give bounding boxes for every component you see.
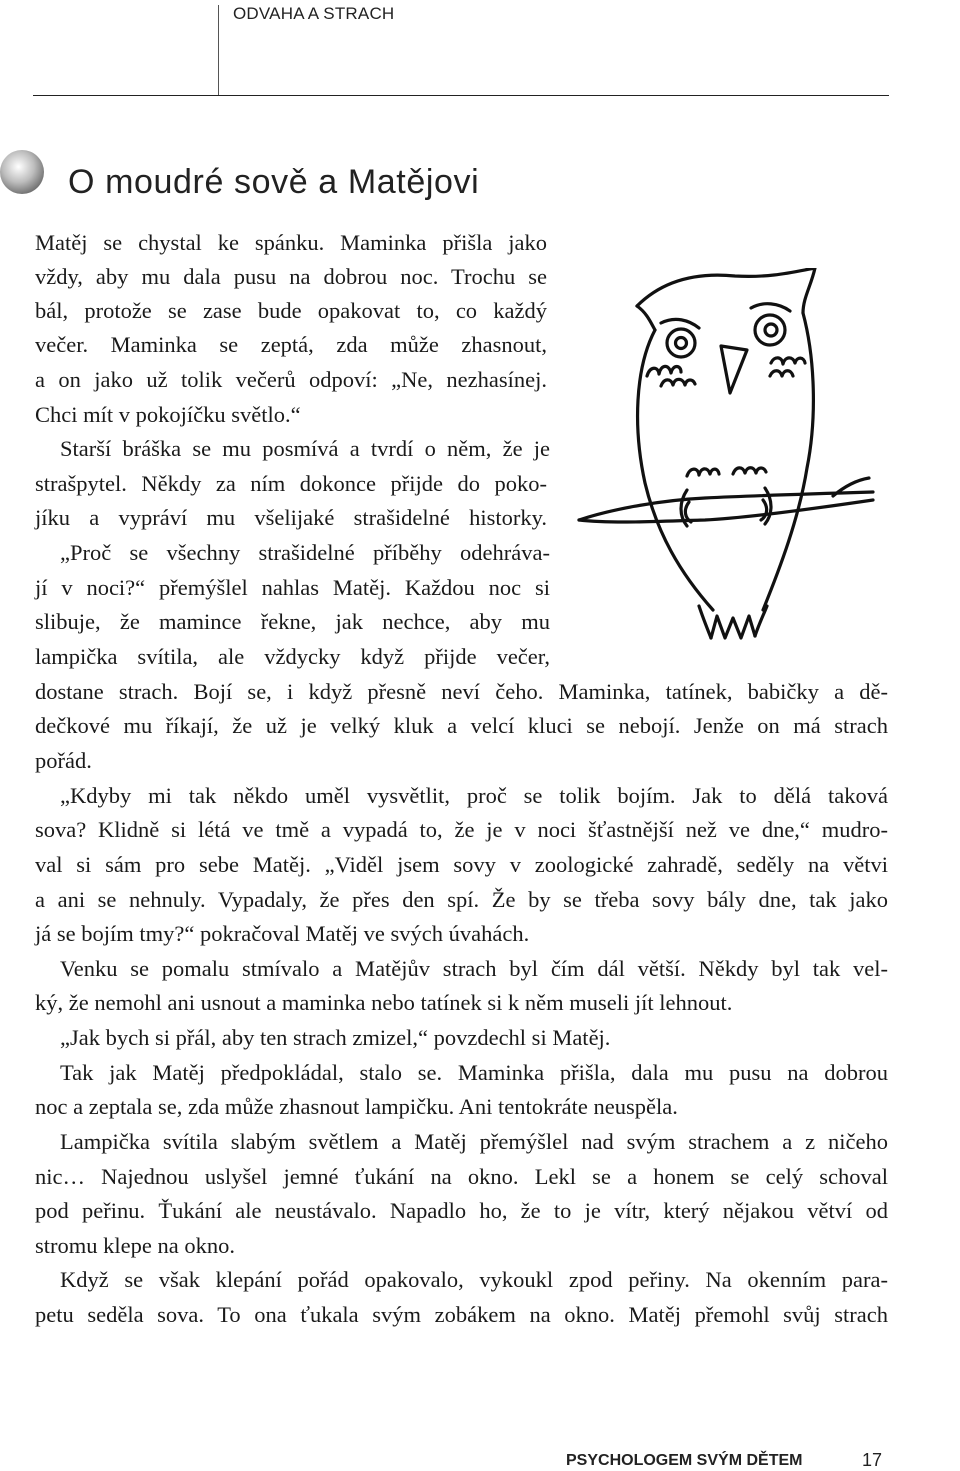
- text-line: bál, protože se zase bude opakovat to, co každý: [35, 298, 547, 323]
- text-line: „Jak bych si přál, aby ten strach zmizel,“ povzdechl si Matěj.: [60, 1025, 611, 1050]
- chapter-title: O moudré sově a Matějovi: [68, 163, 480, 201]
- header-divider-vertical: [218, 5, 219, 96]
- footer-book-title: PSYCHOLOGEM SVÝM DĚTEM: [566, 1452, 803, 1469]
- text-line: slibuje, že mamince řekne, jak nechce, aby mu: [35, 609, 550, 634]
- text-line: strašpytel. Někdy za ním dokonce přijde do poko-: [35, 471, 547, 496]
- text-line: Venku se pomalu stmívalo a Matějův strach byl čím dál větší. Někdy byl tak vel-: [60, 956, 888, 981]
- text-line: petu seděla sova. To ona ťukala svým zobákem na okno. Matěj přemohl svůj strach: [35, 1302, 888, 1327]
- text-line: dečkové mu říkají, že už je velký kluk a velcí kluci se nebojí. Jenže on má strach: [35, 713, 888, 738]
- text-line: „Proč se všechny strašidelné příběhy odehráva-: [60, 540, 550, 565]
- text-line: noc a zeptala se, zda může zhasnout lampičku. Ani tentokráte neuspěla.: [35, 1094, 678, 1119]
- running-header: ODVAHA A STRACH: [233, 4, 395, 23]
- text-line: stromu klepe na okno.: [35, 1233, 235, 1258]
- header-rule: [33, 95, 889, 96]
- text-line: vždy, aby mu dala pusu na dobrou noc. Trochu se: [35, 264, 547, 289]
- text-line: dostane strach. Bojí se, i když přesně neví čeho. Maminka, tatínek, babičky a dě-: [35, 679, 888, 704]
- text-line: Tak jak Matěj předpokládal, stalo se. Maminka přišla, dala mu pusu na dobrou: [60, 1060, 888, 1085]
- text-line: sova? Klidně si létá ve tmě a vypadá to, že je v noci šťastnější než ve dne,“ mudro-: [35, 817, 888, 842]
- text-line: Matěj se chystal ke spánku. Maminka přišla jako: [35, 230, 547, 255]
- text-line: val si sám pro sebe Matěj. „Viděl jsem sovy v zoologické zahradě, seděly na větvi: [35, 852, 888, 877]
- text-line: pod peřinu. Ťukání ale neustávalo. Napadlo ho, že to je vítr, který nějakou větví od: [35, 1198, 888, 1223]
- section-bullet-icon: [0, 150, 50, 200]
- page-number: 17: [862, 1450, 883, 1470]
- text-line: jí v noci?“ přemýšlel nahlas Matěj. Každou noc si: [35, 575, 550, 600]
- text-line: Starší bráška se mu posmívá a tvrdí o něm, že je: [60, 436, 550, 461]
- text-line: jíku a vypráví mu všelijaké strašidelné historky.: [35, 505, 547, 530]
- text-line: nic… Najednou uslyšel jemné ťukání na okno. Lekl se a honem se celý schoval: [35, 1164, 888, 1189]
- owl-illustration-icon: [575, 268, 875, 648]
- text-line: Chci mít v pokojíčku světlo.“: [35, 402, 301, 427]
- text-line: ký, že nemohl ani usnout a maminka nebo tatínek si k něm museli jít lehnout.: [35, 990, 733, 1015]
- text-line: a on jako už tolik večerů odpoví: „Ne, nezhasínej.: [35, 367, 547, 392]
- text-line: „Kdyby mi tak někdo uměl vysvětlit, proč se tolik bojím. Jak to dělá taková: [60, 783, 888, 808]
- text-line: a ani se nehnuly. Vypadaly, že přes den spí. Že by se třeba sovy bály dne, tak jako: [35, 887, 888, 912]
- text-line: večer. Maminka se zeptá, zda může zhasnout,: [35, 332, 547, 357]
- text-line: lampička svítila, ale vždycky když přijde večer,: [35, 644, 550, 669]
- text-line: Když se však klepání pořád opakovalo, vykoukl zpod peřiny. Na okenním para-: [60, 1267, 888, 1292]
- text-line: Lampička svítila slabým světlem a Matěj přemýšlel nad svým strachem a z ničeho: [60, 1129, 888, 1154]
- text-line: pořád.: [35, 748, 92, 773]
- text-line: já se bojím tmy?“ pokračoval Matěj ve svých úvahách.: [35, 921, 530, 946]
